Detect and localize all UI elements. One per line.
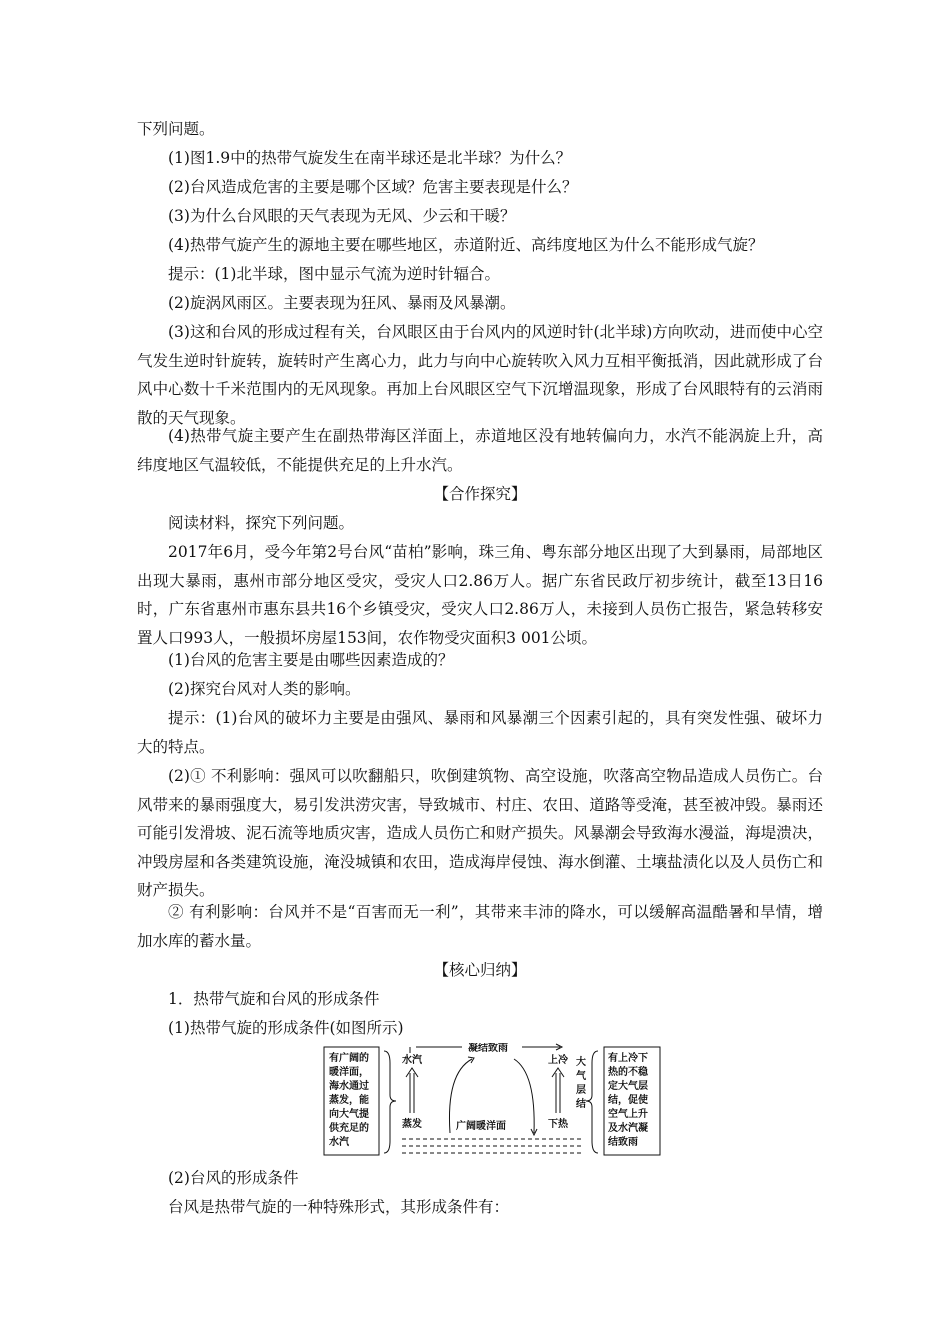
section-heading-cooperation: 【合作探究】 <box>433 485 527 503</box>
material-paragraph: 2017年6月，受今年第2号台风“苗柏”影响，珠三角、粤东部分地区出现了大到暴雨，局部地区出现大暴雨，惠州市部分地区受灾，受灾人口2.86万人。据广东省民政厅初步统计，截至13日16时，广东省惠州市惠东县共16个乡镇受灾，受灾人口2.86万人，未接到人员伤亡报告，紧急转移安置人口993人，一般损坏房屋153间，农作物受灾面积3 001公顷。 <box>137 543 823 647</box>
paragraph: 下列问题。 <box>137 120 215 138</box>
ocean-label: 广阔暖洋面 <box>456 1121 506 1132</box>
layer-char: 结 <box>576 1099 586 1110</box>
right-box-line: 结致雨 <box>608 1137 638 1148</box>
curved-arrow-right <box>514 1059 534 1133</box>
up-arrow-left-head <box>406 1068 418 1077</box>
right-box-line: 热的不稳 <box>608 1067 648 1078</box>
hint-1: 提示：(1)北半球，图中显示气流为逆时针辐合。 <box>168 265 500 283</box>
paragraph: 阅读材料，探究下列问题。 <box>168 514 355 532</box>
left-box-line: 有广阔的 <box>329 1053 369 1064</box>
subheading-1-1: (1)热带气旋的形成条件(如图所示) <box>168 1019 404 1037</box>
layer-char: 大 <box>576 1057 586 1068</box>
upper-cold-label: 上冷 <box>548 1055 568 1066</box>
left-box-line: 供充足的 <box>329 1123 369 1134</box>
tropical-cyclone-diagram <box>322 1043 662 1161</box>
right-box-line: 及水汽凝 <box>608 1123 648 1134</box>
subheading-1: 1．热带气旋和台风的形成条件 <box>168 990 380 1008</box>
question-2: (2)台风造成危害的主要是哪个区域？危害主要表现是什么？ <box>168 178 578 196</box>
right-box-line: 结，促使 <box>608 1095 648 1106</box>
hint-2-positive: ② 有利影响：台风并不是“百害而无一利”，其带来丰沛的降水，可以缓解高温酷暑和旱情，增加水库的蓄水量。 <box>137 903 823 950</box>
subheading-1-2: (2)台风的形成条件 <box>168 1169 299 1187</box>
question-2: (2)探究台风对人类的影响。 <box>168 680 361 698</box>
up-arrow-right-head <box>552 1068 564 1077</box>
water-vapor-label: 水汽 <box>402 1055 422 1066</box>
left-box-line: 暖洋面， <box>329 1067 369 1078</box>
layer-char: 层 <box>576 1085 586 1096</box>
right-box-line: 定大气层 <box>608 1081 648 1092</box>
question-1: (1)台风的危害主要是由哪些因素造成的？ <box>168 651 454 669</box>
hint-3: (3)这和台风的形成过程有关，台风眼区由于台风内的风逆时针(北半球)方向吹动，进而使中心空气发生逆时针旋转，旋转时产生离心力，此力与向中心旋转吹入风力互相平衡抵消，因此就形成了台风中心数十千米范围内的无风现象。再加上台风眼区空气下沉增温现象，形成了台风眼特有的云消雨散的天气现象。 <box>137 323 823 427</box>
section-heading-core: 【核心归纳】 <box>433 961 527 979</box>
question-1: (1)图1.9中的热带气旋发生在南半球还是北半球？为什么？ <box>168 149 572 167</box>
condensation-label: 凝结致雨 <box>468 1043 508 1054</box>
hint-2-negative: (2)① 不利影响：强风可以吹翻船只，吹倒建筑物、高空设施，吹落高空物品造成人员伤亡。台风带来的暴雨强度大，易引发洪涝灾害，导致城市、村庄、农田、道路等受淹，甚至被冲毁。暴雨还可能引发滑坡、泥石流等地质灾害，造成人员伤亡和财产损失。风暴潮会导致海水漫溢，海堤溃决，冲毁房屋和各类建筑设施，淹没城镇和农田，造成海岸侵蚀、海水倒灌、土壤盐渍化以及人员伤亡和财产损失。 <box>137 767 823 899</box>
lower-hot-label: 下热 <box>548 1119 568 1130</box>
question-4: (4)热带气旋产生的源地主要在哪些地区，赤道附近、高纬度地区为什么不能形成气旋？ <box>168 236 764 254</box>
evaporation-label: 蒸发 <box>402 1119 422 1130</box>
layer-char: 气 <box>576 1071 586 1082</box>
left-box-line: 蒸发，能 <box>329 1095 369 1106</box>
question-3: (3)为什么台风眼的天气表现为无风、少云和干暖？ <box>168 207 516 225</box>
right-box-line: 有上冷下 <box>608 1053 648 1064</box>
right-brace <box>586 1051 598 1153</box>
left-box-line: 海水通过 <box>329 1081 369 1092</box>
paragraph: 台风是热带气旋的一种特殊形式，其形成条件有： <box>168 1198 510 1216</box>
left-box-line: 水汽 <box>329 1137 349 1148</box>
right-box-line: 空气上升 <box>608 1109 648 1120</box>
hint-1: 提示：(1)台风的破坏力主要是由强风、暴雨和风暴潮三个因素引起的，具有突发性强、破坏力大的特点。 <box>137 709 823 756</box>
left-box-line: 向大气提 <box>329 1109 369 1120</box>
hint-4: (4)热带气旋主要产生在副热带海区洋面上，赤道地区没有地转偏向力，水汽不能涡旋上升，高纬度地区气温较低，不能提供充足的上升水汽。 <box>137 427 823 474</box>
left-brace <box>384 1051 396 1153</box>
hint-2: (2)旋涡风雨区。主要表现为狂风、暴雨及风暴潮。 <box>168 294 516 312</box>
